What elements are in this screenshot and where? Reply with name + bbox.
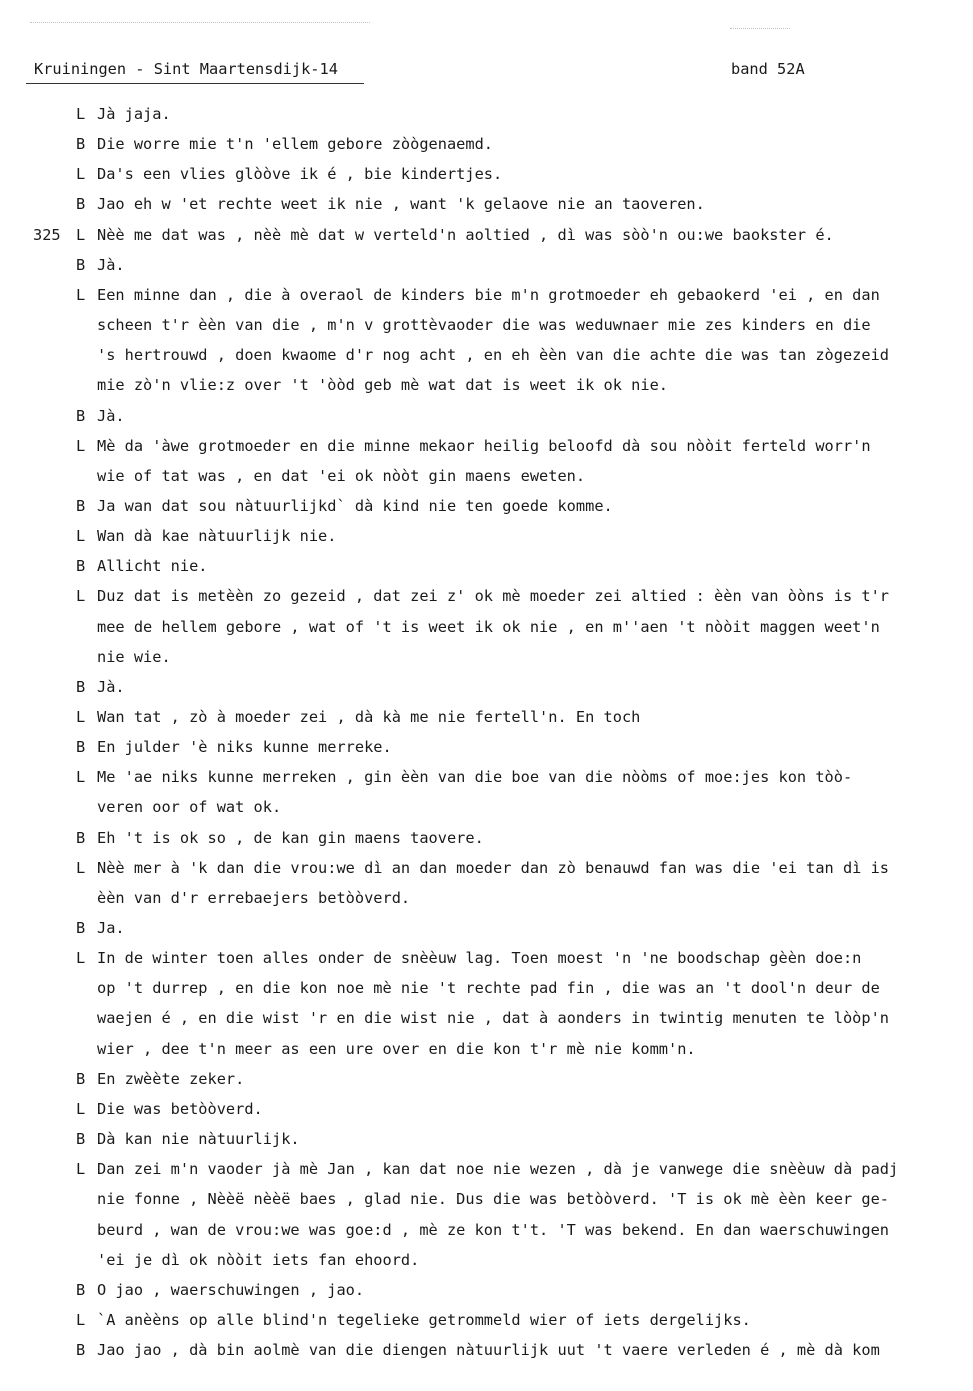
speaker-label: L [76, 285, 86, 304]
transcript-turn [0, 708, 973, 738]
transcript-turn [0, 1341, 973, 1371]
utterance-line: Jà jaja. [97, 105, 171, 123]
speaker-label: L [76, 436, 86, 455]
utterance-line: Die worre mie t'n 'ellem gebore zòògenaemd. [97, 135, 494, 154]
transcript-turn [0, 1100, 973, 1130]
speaker-label: L [76, 1160, 86, 1179]
speaker-label: B [76, 828, 86, 847]
utterance-line: wie of tat was , en dat 'ei ok nòòt gin maens eweten. [97, 466, 586, 485]
speaker-label: L [76, 949, 86, 968]
transcript-turn [0, 135, 973, 165]
utterance-line: mie zò'n vlie:z over 't 'òòd geb mè wat dat is weet ik ok nie. [97, 376, 668, 395]
utterance-line: Jao jao , dà bin aolmè van die diengen nàtuurlijk uut 't vaere verleden é , mè dà kom [97, 1341, 880, 1360]
transcript-turn [0, 949, 973, 1070]
transcript-turn [0, 195, 973, 225]
utterance-line: Duz dat is metèèn zo gezeid , dat zei z' ok mè moeder zei altied : èèn van òòns is t'r [97, 587, 890, 606]
transcript-turn [0, 165, 973, 195]
speaker-label: B [76, 195, 86, 214]
utterance-line: Mè da 'àwe grotmoeder en die minne mekaor heilig beloofd dà sou nòòit ferteld worr'n [97, 436, 871, 455]
utterance-line: waejen é , en die wist 'r en die wist nie , dat à aonders in twintig menuten te lòòp'n [97, 1009, 890, 1028]
speaker-label: B [76, 406, 86, 425]
utterance-line: En zwèète zeker. [97, 1069, 245, 1088]
transcript-turn [0, 678, 973, 708]
utterance-line: Jà. [97, 677, 125, 696]
speaker-label: L [76, 768, 86, 787]
speaker-label: L [76, 587, 86, 606]
transcript-turn [0, 919, 973, 949]
speaker-label: B [76, 255, 86, 274]
transcript-turn [0, 1281, 973, 1311]
utterance-line: Ja. [97, 919, 125, 938]
speaker-label: L [76, 165, 86, 184]
transcript-turn [0, 407, 973, 437]
transcript-turn [0, 738, 973, 768]
transcript-turn [0, 829, 973, 859]
transcript-turn [0, 587, 973, 677]
transcript-turn [0, 497, 973, 527]
line-number: 325 [33, 225, 61, 244]
utterance-line: Da's een vlies glòòve ik é , bie kindertjes. [97, 165, 503, 184]
utterance-line: Allicht nie. [97, 557, 208, 576]
utterance-line: beurd , wan de vrou:we was goe:d , mè ze kon t't. 'T was bekend. En dan waerschuwingen [97, 1220, 890, 1239]
utterance-line: Wan tat , zò à moeder zei , dà kà me nie fertell'n. En toch [97, 708, 641, 726]
utterance-line: Nèè mer à 'k dan die vrou:we dì an dan moeder dan zò benauwd fan was die 'ei tan dì is [97, 858, 890, 877]
utterance-line: nie fonne , Nèèë nèèë baes , glad nie. Dus die was betòòverd. 'T is ok mè èèn keer ge- [97, 1190, 890, 1209]
utterance-line: Die was betòòverd. [97, 1099, 263, 1118]
utterance-line: Dà kan nie nàtuurlijk. [97, 1130, 300, 1149]
utterance-line: Een minne dan , die à overaol de kinders bie m'n grotmoeder eh gebaokerd 'ei , en dan [97, 285, 880, 304]
speaker-label: L [76, 1311, 86, 1329]
speaker-label: B [76, 1280, 86, 1299]
utterance-line: O jao , waerschuwingen , jao. [97, 1280, 365, 1299]
utterance-line: In de winter toen alles onder de snèèuw lag. Toen moest 'n 'ne boodschap gèèn doe:n [97, 949, 862, 968]
speaker-label: B [76, 919, 86, 938]
utterance-line: Jao eh w 'et rechte weet ik nie , want 'k gelaove nie an taoveren. [97, 195, 705, 214]
speaker-label: B [76, 677, 86, 696]
speaker-label: B [76, 1341, 86, 1360]
speaker-label: L [76, 1099, 86, 1118]
transcript-turn [0, 1311, 973, 1341]
transcript-turn [0, 1070, 973, 1100]
transcript-turn [0, 256, 973, 286]
utterance-line: En julder 'è niks kunne merreke. [97, 738, 392, 757]
transcript-turn [0, 1160, 973, 1281]
utterance-line: 's hertrouwd , doen kwaome d'r nog acht , en eh èèn van die achte die was tan zògezeid [97, 346, 890, 365]
utterance-line: `A anèèns op alle blind'n tegelieke getrommeld wier of iets dergelijks. [97, 1311, 751, 1329]
speaker-label: B [76, 557, 86, 576]
utterance-line: èèn van d'r errebaejers betòòverd. [97, 888, 411, 907]
transcript-turn [0, 286, 973, 407]
header-tape-id: band 52A [731, 60, 805, 78]
utterance-line: veren oor of wat ok. [97, 798, 282, 817]
utterance-line: scheen t'r èèn van die , m'n v grottèvaoder die was weduwnaer mie zes kinders en die [97, 316, 871, 335]
transcript-turn [0, 437, 973, 497]
speaker-label: L [76, 225, 86, 244]
speaker-label: B [76, 1130, 86, 1149]
utterance-line: nie wie. [97, 647, 171, 666]
utterance-line: 'ei je dì ok nòòit iets fan ehoord. [97, 1250, 420, 1269]
utterance-line: Me 'ae niks kunne merreken , gin èèn van die boe van die nòòms of moe:jes kon tòò- [97, 768, 853, 787]
transcript-turn [0, 859, 973, 919]
transcript-turn [0, 105, 973, 135]
utterance-line: Dan zei m'n vaoder jà mè Jan , kan dat noe nie wezen , dà je vanwege die snèèuw dà padj [97, 1160, 899, 1179]
transcript-turn [0, 226, 973, 256]
utterance-line: Eh 't is ok so , de kan gin maens taovere. [97, 828, 484, 847]
transcript-turn [0, 768, 973, 828]
utterance-line: wier , dee t'n meer as een ure over en die kon t'r mè nie komm'n. [97, 1039, 696, 1058]
utterance-line: Nèè me dat was , nèè mè dat w verteld'n aoltied , dì was sòò'n ou:we baokster é. [97, 225, 834, 244]
transcript-turn [0, 557, 973, 587]
utterance-line: Wan dà kae nàtuurlijk nie. [97, 527, 337, 546]
utterance-line: Ja wan dat sou nàtuurlijkd` dà kind nie ten goede komme. [97, 496, 613, 515]
speaker-label: B [76, 1069, 86, 1088]
speaker-label: L [76, 708, 86, 726]
speaker-label: B [76, 738, 86, 757]
utterance-line: mee de hellem gebore , wat of 't is weet ik ok nie , en m''aen 't nòòit maggen weet'n [97, 617, 880, 636]
utterance-line: op 't durrep , en die kon noe mè nie 't rechte pad fin , die was an 't dool'n deur de [97, 979, 880, 998]
speaker-label: B [76, 135, 86, 154]
speaker-label: B [76, 496, 86, 515]
utterance-line: Jà. [97, 406, 125, 425]
speaker-label: L [76, 105, 86, 123]
transcript-turn [0, 527, 973, 557]
speaker-label: L [76, 527, 86, 546]
speaker-label: L [76, 858, 86, 877]
header-location: Kruiningen - Sint Maartensdijk-14 [34, 60, 338, 78]
transcript-turn [0, 1130, 973, 1160]
utterance-line: Jà. [97, 255, 125, 274]
